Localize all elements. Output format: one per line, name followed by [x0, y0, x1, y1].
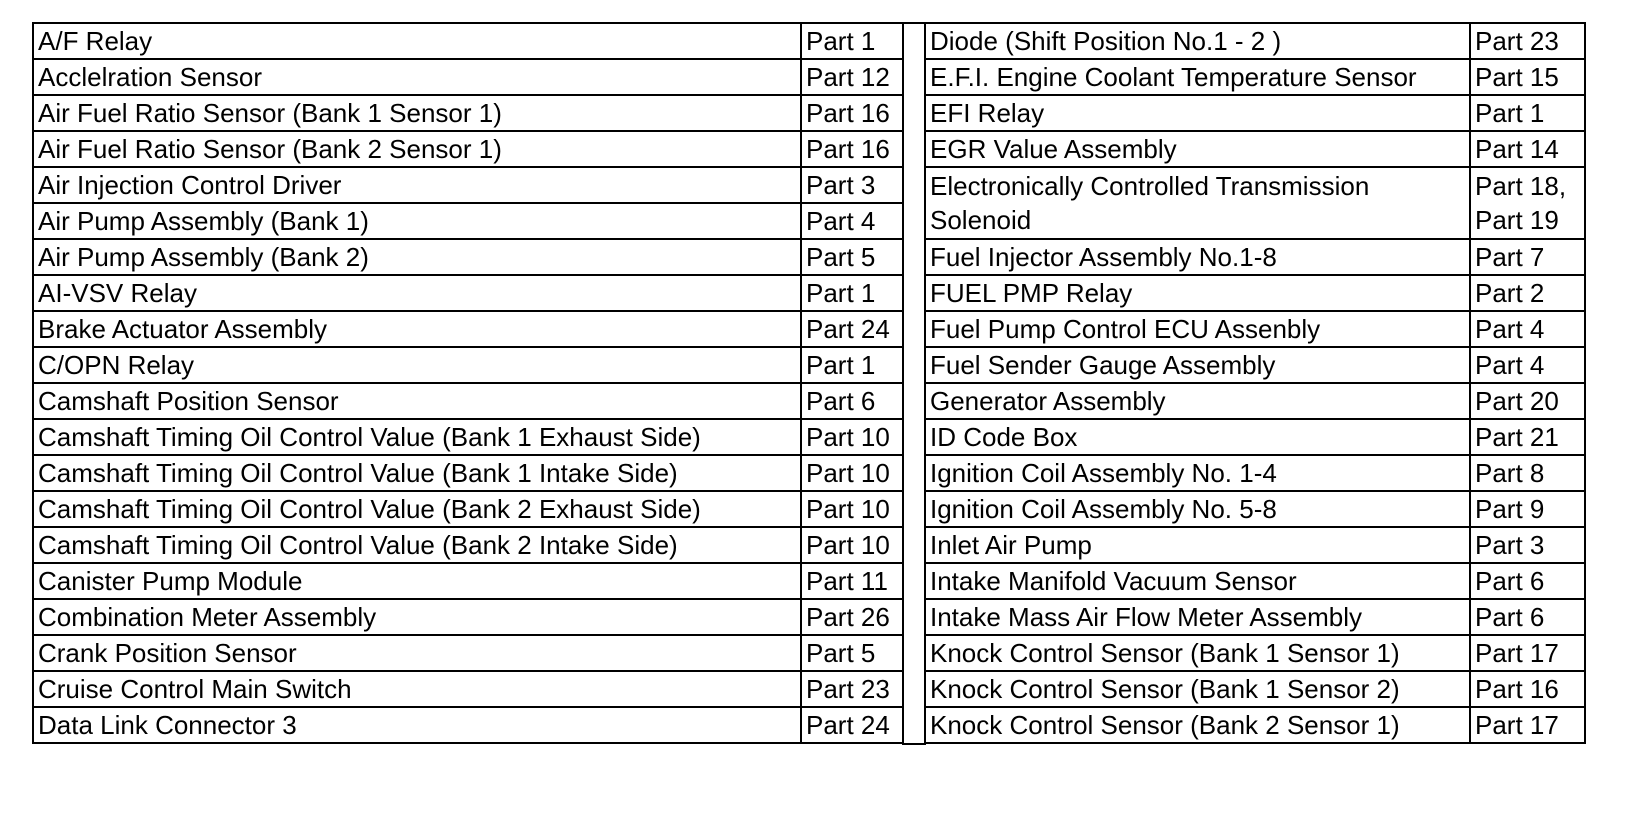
- part-number: Part 4: [1470, 311, 1585, 347]
- component-name: Air Injection Control Driver: [33, 167, 801, 203]
- component-name: Air Fuel Ratio Sensor (Bank 2 Sensor 1): [33, 131, 801, 167]
- component-name: AI-VSV Relay: [33, 275, 801, 311]
- part-number: Part 11: [801, 563, 903, 599]
- part-number: Part 10: [801, 419, 903, 455]
- component-name-line: Electronically Controlled Transmission: [930, 171, 1370, 201]
- component-name: EGR Value Assembly: [925, 131, 1470, 167]
- part-number: Part 10: [801, 491, 903, 527]
- table-row: [33, 563, 903, 599]
- column-divider: [902, 22, 926, 745]
- table-row: [925, 455, 1585, 491]
- table-row: [33, 707, 903, 743]
- component-name: Knock Control Sensor (Bank 2 Sensor 1): [925, 707, 1470, 743]
- part-number: Part 1: [801, 275, 903, 311]
- table-row: [33, 59, 903, 95]
- table-row: [925, 419, 1585, 455]
- component-name: Brake Actuator Assembly: [33, 311, 801, 347]
- component-name: Combination Meter Assembly: [33, 599, 801, 635]
- part-number: Part 3: [1470, 527, 1585, 563]
- part-number: Part 21: [1470, 419, 1585, 455]
- table-row: [925, 95, 1585, 131]
- table-row: [925, 671, 1585, 707]
- table-row: [925, 131, 1585, 167]
- component-name: A/F Relay: [33, 23, 801, 59]
- table-row: [925, 239, 1585, 275]
- part-number-line: Part 18,: [1475, 171, 1567, 201]
- table-row: [33, 635, 903, 671]
- part-number: Part 16: [1470, 671, 1585, 707]
- component-name: Air Fuel Ratio Sensor (Bank 1 Sensor 1): [33, 95, 801, 131]
- component-name: E.F.I. Engine Coolant Temperature Sensor: [925, 59, 1470, 95]
- component-name: Generator Assembly: [925, 383, 1470, 419]
- table-row: [33, 311, 903, 347]
- part-number: Part 6: [801, 383, 903, 419]
- table-row: [925, 563, 1585, 599]
- component-name: FUEL PMP Relay: [925, 275, 1470, 311]
- component-name: Crank Position Sensor: [33, 635, 801, 671]
- part-number: Part 2: [1470, 275, 1585, 311]
- parts-index: [32, 22, 1586, 745]
- component-name: Camshaft Timing Oil Control Value (Bank 1 Exhaust Side): [33, 419, 801, 455]
- component-name: Inlet Air Pump: [925, 527, 1470, 563]
- part-number: Part 4: [801, 203, 903, 239]
- component-name: Camshaft Timing Oil Control Value (Bank 2 Exhaust Side): [33, 491, 801, 527]
- part-number: Part 16: [801, 131, 903, 167]
- part-number: Part 8: [1470, 455, 1585, 491]
- table-row: [925, 275, 1585, 311]
- component-name: Fuel Pump Control ECU Assenbly: [925, 311, 1470, 347]
- part-number: Part 7: [1470, 239, 1585, 275]
- component-name-line: Solenoid: [930, 205, 1032, 235]
- part-number: Part 12: [801, 59, 903, 95]
- part-number: Part 14: [1470, 131, 1585, 167]
- table-row: [33, 275, 903, 311]
- part-number: Part 24: [801, 311, 903, 347]
- table-row: [33, 347, 903, 383]
- table-row: [925, 599, 1585, 635]
- part-number: Part 24: [801, 707, 903, 743]
- table-row: [925, 527, 1585, 563]
- table-row: [925, 635, 1585, 671]
- component-name: Ignition Coil Assembly No. 5-8: [925, 491, 1470, 527]
- table-row: [925, 23, 1585, 59]
- component-name: Fuel Injector Assembly No.1-8: [925, 239, 1470, 275]
- table-row: [33, 131, 903, 167]
- right-parts-table: [924, 22, 1586, 744]
- part-number: Part 10: [801, 455, 903, 491]
- part-number: Part 16: [801, 95, 903, 131]
- component-name: Diode (Shift Position No.1 - 2 ): [925, 23, 1470, 59]
- component-name: Canister Pump Module: [33, 563, 801, 599]
- part-number: Part 9: [1470, 491, 1585, 527]
- part-number: Part 23: [1470, 23, 1585, 59]
- part-number: Part 15: [1470, 59, 1585, 95]
- component-name: Camshaft Position Sensor: [33, 383, 801, 419]
- component-name: ID Code Box: [925, 419, 1470, 455]
- table-row: [33, 239, 903, 275]
- part-number: Part 10: [801, 527, 903, 563]
- part-number: Part 26: [801, 599, 903, 635]
- table-row: [925, 347, 1585, 383]
- table-row: [925, 383, 1585, 419]
- part-number: Part 23: [801, 671, 903, 707]
- component-name: Knock Control Sensor (Bank 1 Sensor 1): [925, 635, 1470, 671]
- component-name: Camshaft Timing Oil Control Value (Bank 2 Intake Side): [33, 527, 801, 563]
- table-row: [33, 203, 903, 239]
- table-row: [925, 311, 1585, 347]
- component-name: Intake Mass Air Flow Meter Assembly: [925, 599, 1470, 635]
- table-row: [925, 491, 1585, 527]
- table-row: [33, 95, 903, 131]
- table-row: [33, 527, 903, 563]
- table-row: [33, 491, 903, 527]
- part-number: Part 6: [1470, 599, 1585, 635]
- part-number: Part 6: [1470, 563, 1585, 599]
- part-number: Part 1: [801, 347, 903, 383]
- table-row: [33, 419, 903, 455]
- part-number: [1470, 167, 1585, 239]
- table-row: [33, 23, 903, 59]
- part-number: Part 17: [1470, 707, 1585, 743]
- component-name: [925, 167, 1470, 239]
- component-name: C/OPN Relay: [33, 347, 801, 383]
- component-name: Acclelration Sensor: [33, 59, 801, 95]
- table-row: [33, 383, 903, 419]
- component-name: Air Pump Assembly (Bank 1): [33, 203, 801, 239]
- part-number: Part 5: [801, 635, 903, 671]
- component-name: Air Pump Assembly (Bank 2): [33, 239, 801, 275]
- component-name: Data Link Connector 3: [33, 707, 801, 743]
- part-number: Part 3: [801, 167, 903, 203]
- left-parts-table: [32, 22, 904, 744]
- component-name: Intake Manifold Vacuum Sensor: [925, 563, 1470, 599]
- part-number-line: Part 19: [1475, 205, 1559, 235]
- component-name: Cruise Control Main Switch: [33, 671, 801, 707]
- part-number: Part 5: [801, 239, 903, 275]
- table-row: [925, 59, 1585, 95]
- table-row: [33, 455, 903, 491]
- part-number: Part 1: [1470, 95, 1585, 131]
- part-number: Part 1: [801, 23, 903, 59]
- component-name: Ignition Coil Assembly No. 1-4: [925, 455, 1470, 491]
- table-row: [33, 671, 903, 707]
- table-row: [925, 707, 1585, 743]
- part-number: Part 17: [1470, 635, 1585, 671]
- part-number: Part 20: [1470, 383, 1585, 419]
- component-name: Fuel Sender Gauge Assembly: [925, 347, 1470, 383]
- component-name: Knock Control Sensor (Bank 1 Sensor 2): [925, 671, 1470, 707]
- table-row: [33, 599, 903, 635]
- table-row: [33, 167, 903, 203]
- table-row: [925, 167, 1585, 239]
- component-name: Camshaft Timing Oil Control Value (Bank 1 Intake Side): [33, 455, 801, 491]
- component-name: EFI Relay: [925, 95, 1470, 131]
- part-number: Part 4: [1470, 347, 1585, 383]
